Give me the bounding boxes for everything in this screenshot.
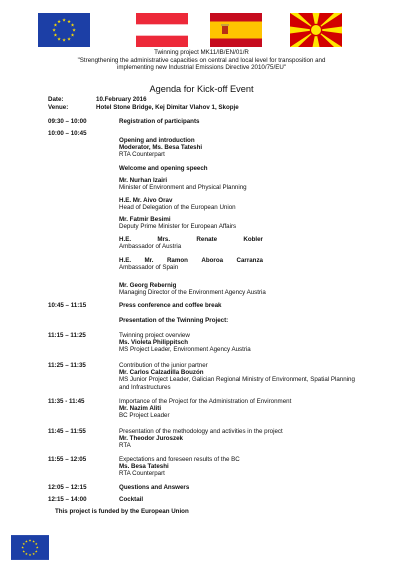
flag-row <box>0 13 403 47</box>
eu-flag-icon <box>38 13 90 47</box>
svg-text:★: ★ <box>71 28 77 34</box>
time-slot: 11:35 - 11:45 <box>48 398 85 405</box>
speaker-role: BC Project Leader <box>119 412 170 419</box>
eu-flag-graphic <box>11 535 49 560</box>
date-label: Date: <box>48 96 64 103</box>
agenda-item-title: Questions and Answers <box>119 484 190 491</box>
svg-text:★: ★ <box>28 538 32 543</box>
agenda-item-text: Expectations and foreseen results of the BC <box>119 456 240 463</box>
speaker-name: Ms. Besa Tateshi <box>119 463 169 470</box>
svg-text:★: ★ <box>56 37 62 43</box>
austria-flag-graphic <box>136 13 188 47</box>
speaker-role: Ambassador of Austria <box>119 243 182 250</box>
speaker-role: RTA <box>119 442 131 449</box>
speaker-role: RTA Counterpart <box>119 151 165 158</box>
speaker-name-part: Mrs. <box>157 236 171 243</box>
speaker-name: Ms. Violeta Philippitsch <box>119 339 188 346</box>
svg-text:★: ★ <box>56 19 62 25</box>
eu-flag-graphic <box>38 13 90 47</box>
speaker-name: Mr. Fatmir Besimi <box>119 216 171 223</box>
svg-text:★: ★ <box>53 23 58 29</box>
time-slot: 09:30 – 10:00 <box>48 118 87 125</box>
svg-text:★: ★ <box>32 539 36 544</box>
speaker-name-part: Carranza <box>236 257 263 264</box>
svg-text:★: ★ <box>35 545 39 550</box>
speaker-name-part: Ramon <box>166 257 188 264</box>
svg-text:★: ★ <box>22 542 26 547</box>
speaker-role: MS Project Leader, Environment Agency Austria <box>119 346 251 353</box>
speaker-role: MS Junior Project Leader, Galician Regional Ministry of Environment, Spatial Planning and Infrastructures <box>119 376 355 391</box>
svg-text:★: ★ <box>22 549 26 554</box>
venue-row <box>48 104 239 112</box>
austria-flag-icon <box>136 13 188 47</box>
page-title: Agenda for Kick-off Event <box>149 84 254 94</box>
agenda-item-text: Presentation of the methodology and activities in the project <box>119 428 283 435</box>
svg-text:★: ★ <box>61 38 67 44</box>
agenda-item-text: Importance of the Project for the Administration of Environment <box>119 398 292 405</box>
eu-flag-icon <box>11 535 49 560</box>
time-slot: 12:15 – 14:00 <box>48 496 87 503</box>
svg-text:★: ★ <box>21 545 25 550</box>
time-slot: 11:45 – 11:55 <box>48 428 86 435</box>
svg-text:★: ★ <box>70 33 75 39</box>
speaker-name-part: Renate <box>196 236 218 243</box>
svg-text:★: ★ <box>66 19 72 25</box>
speaker-role: Minister of Environment and Physical Planning <box>119 184 247 191</box>
moderator-name: Moderator, Ms. Besa Tateshi <box>119 144 203 151</box>
speaker-name-part: Mr. <box>144 257 154 264</box>
speaker-name-part: H.E. <box>119 257 132 264</box>
svg-text:★: ★ <box>51 28 57 34</box>
speaker-role: Ambassador of Spain <box>119 264 179 271</box>
speaker-role: RTA Counterpart <box>119 470 165 477</box>
time-slot: 11:25 – 11:35 <box>48 362 86 369</box>
speaker-role: Managing Director of the Environment Agency Austria <box>119 289 266 296</box>
speaker-name-part: Kobler <box>243 236 263 243</box>
agenda-item-title: Presentation of the Twinning Project: <box>119 317 229 324</box>
agenda-item-title: Welcome and opening speech <box>119 165 208 172</box>
speaker-name: Mr. Nazim Aliti <box>119 405 162 412</box>
agenda-item-title: Registration of participants <box>119 118 200 125</box>
speaker-name: Mr. Nurhan Izairi <box>119 177 168 184</box>
time-slot: 12:05 – 12:15 <box>48 484 87 491</box>
svg-text:★: ★ <box>32 552 36 557</box>
agenda-item-text: Twinning project overview <box>119 332 190 339</box>
funding-note: This project is funded by the European Union <box>55 508 189 515</box>
svg-text:★: ★ <box>34 549 38 554</box>
svg-text:★: ★ <box>24 552 28 557</box>
time-slot: 11:55 – 12:05 <box>48 456 87 463</box>
venue-label: Venue: <box>48 104 69 111</box>
project-title-line-1: "Strengthening the administrative capacities on central and local level for transposition and <box>77 56 326 64</box>
spain-flag-icon <box>210 13 262 47</box>
date-value: 10.February 2016 <box>96 96 147 103</box>
agenda-item-title: Press conference and coffee break <box>119 302 222 309</box>
agenda-item-title: Cocktail <box>119 496 144 503</box>
speaker-name: Mr. Theodor Juroszek <box>119 435 183 442</box>
macedonia-flag-graphic <box>290 13 342 47</box>
speaker-role: Deputy Prime Minister for European Affairs <box>119 223 237 230</box>
macedonia-flag-icon <box>290 13 342 47</box>
svg-text:★: ★ <box>53 33 58 39</box>
speaker-name: Mr. Carlos Calzadilla Bouzón <box>119 369 204 376</box>
spain-flag-graphic <box>210 13 262 47</box>
venue-value: Hotel Stone Bridge, Kej Dimitar Vlahov 1, Skopje <box>96 104 239 111</box>
agenda-item-text: Contribution of the junior partner <box>119 362 208 369</box>
time-slot: 11:15 – 11:25 <box>48 332 86 339</box>
date-row <box>48 96 147 104</box>
agenda-item-title: Opening and introduction <box>119 137 195 144</box>
project-title-line-2: implementing new Industrial Emissions Directive 2010/75/EU" <box>117 64 286 72</box>
speaker-name: Mr. Georg Rebernig <box>119 282 177 289</box>
svg-text:★: ★ <box>61 18 67 24</box>
speaker-role: Head of Delegation of the European Union <box>119 204 236 211</box>
svg-text:★: ★ <box>24 539 28 544</box>
time-slot: 10:45 – 11:15 <box>48 302 87 309</box>
time-slot: 10:00 – 10:45 <box>48 130 87 137</box>
svg-text:★: ★ <box>66 37 72 43</box>
project-code: Twinning project MK11/IB/EN/01/R <box>154 49 249 56</box>
svg-text:★: ★ <box>28 552 32 557</box>
svg-text:★: ★ <box>34 542 38 547</box>
project-header <box>30 49 373 72</box>
speaker-name-part: H.E. <box>119 236 132 243</box>
speaker-name-part: Aboroa <box>201 257 224 264</box>
speaker-name: H.E. Mr. Aivo Orav <box>119 197 173 204</box>
svg-text:★: ★ <box>70 23 75 29</box>
